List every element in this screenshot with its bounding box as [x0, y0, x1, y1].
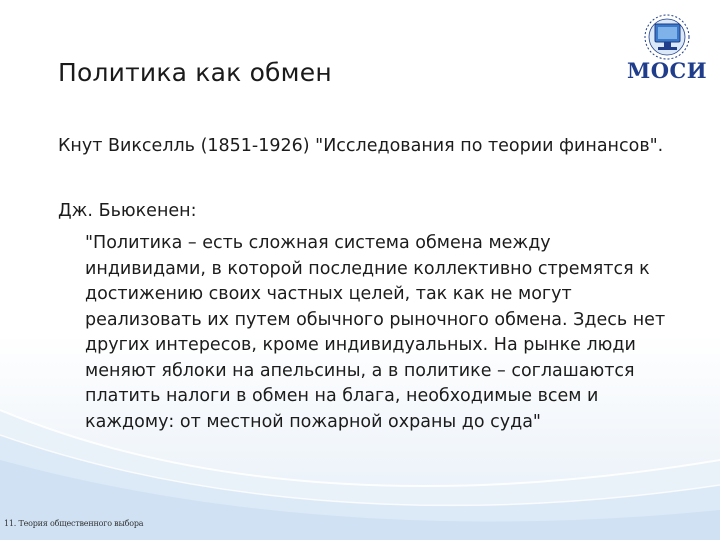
- quote-line: других интересов, кроме индивидуальных. На рынке люди: [85, 335, 636, 355]
- mosi-logo: [622, 10, 712, 90]
- monitor-globe-icon: [622, 10, 712, 62]
- paragraph-buchanan: Дж. Бьюкенен:: [58, 201, 197, 221]
- quote-line: "Политика – есть сложная система обмена между: [85, 233, 551, 253]
- quote-line: платить налоги в обмен на блага, необходимые всем и: [85, 386, 599, 406]
- quote-line: меняют яблоки на апельсины, а в политике – соглашаются: [85, 360, 635, 381]
- quote-line: достижению своих частных целей, так как не могут: [85, 284, 572, 304]
- logo-text: МОСИ: [626, 58, 708, 83]
- quote-line: реализовать их путем обычного рыночного обмена. Здесь нет: [85, 309, 666, 330]
- buchanan-quote: [85, 231, 685, 435]
- quote-line: каждому: от местной пожарной охраны до суда": [85, 411, 541, 432]
- quote-line: индивидами, в которой последние коллективно стремятся к: [85, 258, 650, 279]
- paragraph-wicksell: Кнут Викселль (1851-1926) "Исследования по теории финансов".: [58, 136, 664, 156]
- slide-footer: 11. Теория общественного выбора: [4, 519, 144, 528]
- slide-title: Политика как обмен: [58, 58, 332, 87]
